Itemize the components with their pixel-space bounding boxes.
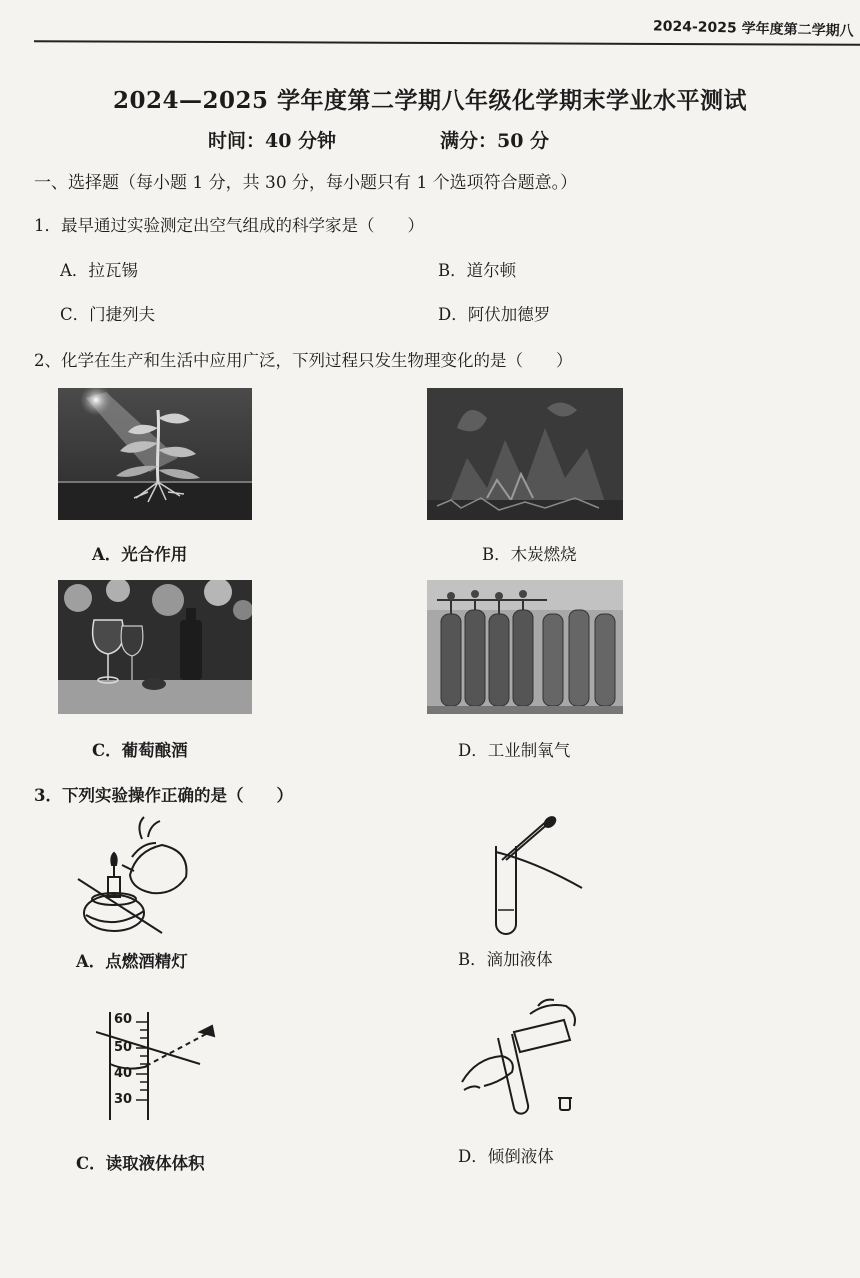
cylinder-tick-30: 30	[114, 1092, 133, 1107]
exam-score: 满分：50 分	[440, 130, 550, 152]
graduated-cylinder-drawing	[96, 1008, 226, 1124]
charcoal-burning-photo	[427, 388, 623, 520]
q2-caption-c: C．葡萄酿酒	[92, 741, 188, 760]
q1-option-c: C．门捷列夫	[60, 305, 156, 324]
q3-caption-a: A．点燃酒精灯	[76, 952, 188, 971]
exam-time: 时间：40 分钟	[208, 130, 337, 152]
wine-making-photo	[58, 580, 252, 714]
q2-caption-a: A．光合作用	[92, 545, 188, 564]
header-rule	[34, 40, 860, 46]
cylinder-tick-40: 40	[114, 1066, 133, 1081]
q2-caption-b: B．木炭燃烧	[482, 545, 577, 564]
alcohol-lamp-drawing	[72, 815, 202, 945]
cylinder-tick-60: 60	[114, 1012, 133, 1027]
q3-caption-c: C．读取液体体积	[76, 1154, 205, 1173]
cylinder-tick-50: 50	[114, 1040, 133, 1055]
q2-stem: 2、化学在生产和生活中应用广泛，下列过程只发生物理变化的是（ ）	[34, 351, 573, 370]
q3-stem: 3．下列实验操作正确的是（ ）	[34, 786, 293, 805]
exam-title: 2024—2025 学年度第二学期八年级化学期末学业水平测试	[112, 87, 748, 114]
q1-option-b: B．道尔顿	[438, 261, 517, 280]
running-header: 2024-2025 学年度第二学期八	[653, 18, 855, 40]
q3-caption-b: B．滴加液体	[458, 950, 553, 969]
q2-caption-d: D．工业制氧气	[458, 741, 571, 760]
photosynthesis-photo	[58, 388, 252, 520]
q1-stem: 1．最早通过实验测定出空气组成的科学家是（ ）	[34, 216, 424, 235]
pouring-liquid-drawing	[458, 992, 588, 1118]
q1-option-d: D．阿伏加德罗	[438, 305, 551, 324]
q1-option-a: A．拉瓦锡	[60, 261, 138, 280]
dropper-drawing	[488, 812, 588, 936]
section-heading: 一、选择题（每小题 1 分，共 30 分，每小题只有 1 个选项符合题意。）	[34, 173, 578, 193]
industrial-oxygen-photo	[427, 580, 623, 714]
q3-caption-d: D．倾倒液体	[458, 1147, 554, 1166]
